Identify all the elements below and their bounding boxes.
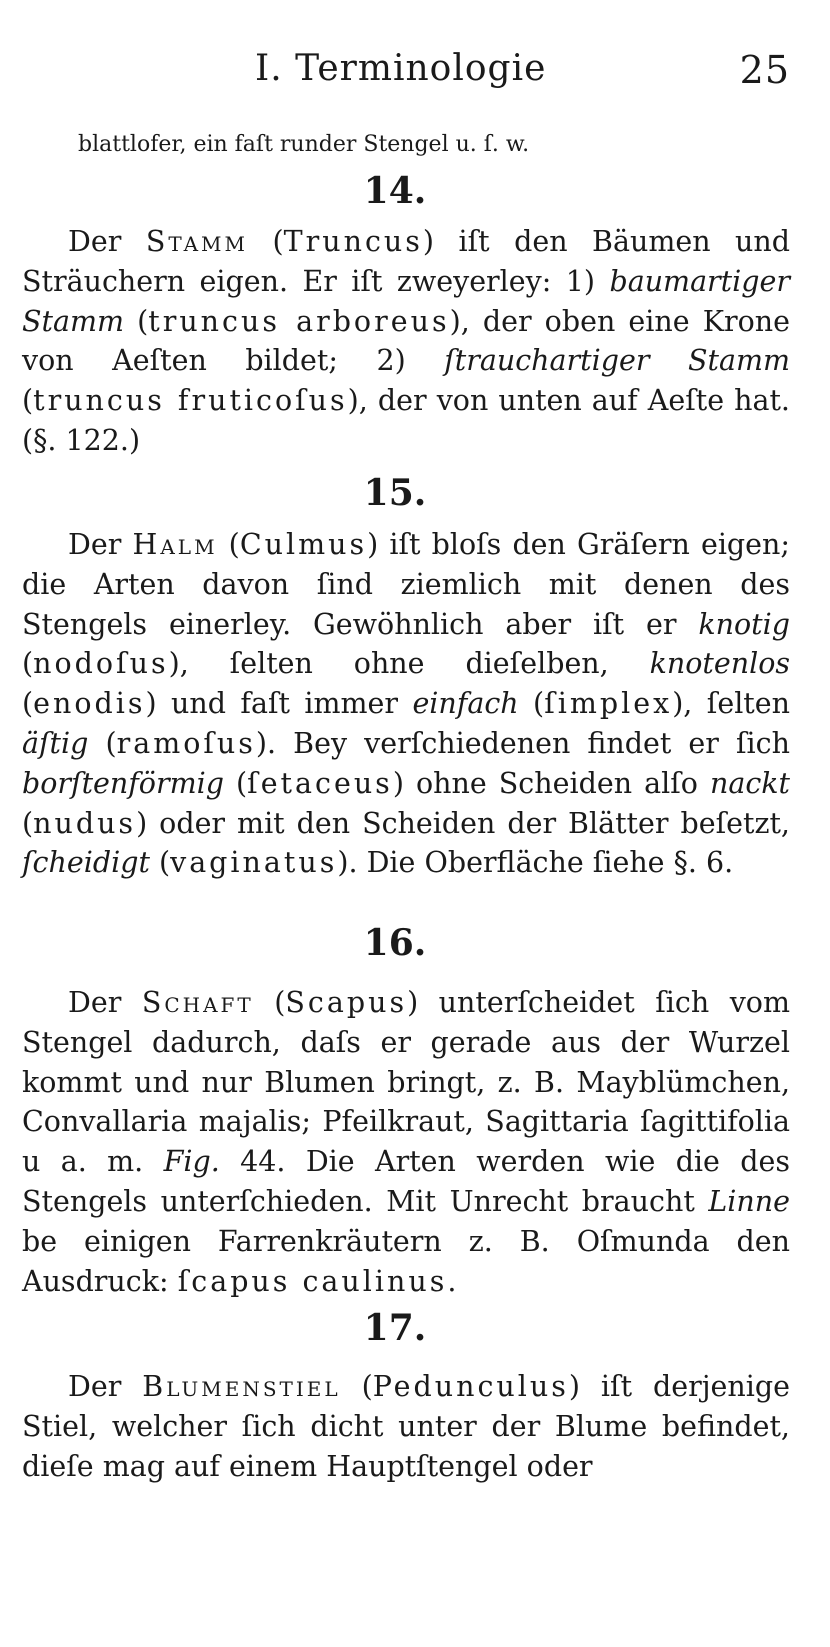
- italic-term: einfach: [412, 687, 519, 721]
- page-number: 25: [739, 48, 790, 92]
- text-run: (: [253, 986, 286, 1019]
- text-run: ) ohne Scheiden alſo: [392, 766, 710, 800]
- italic-term: nackt: [709, 766, 790, 800]
- section-number-14: 14.: [363, 170, 427, 212]
- text-run: (: [22, 806, 34, 840]
- text-run: ) iſt derjenige Stiel, welcher ſich dicht unter der Blume befindet, dieſe mag auf einem Hauptſtengel oder: [22, 1370, 790, 1483]
- latin-term: ſimplex: [544, 687, 673, 721]
- italic-term: Fig.: [163, 1145, 220, 1179]
- section-number-16: 16.: [363, 922, 427, 964]
- text-run: ) unterſcheidet ſich vom Stengel dadurch, daſs er gerade aus der Wurzel kommt und nur Blumen bringt, z. B. Mayblümchen, Convallaria majalis; Pfeilkraut, Sagittaria ſagittifolia u a. m.: [22, 986, 790, 1179]
- italic-term: baumartiger Stamm: [22, 264, 790, 338]
- text-run: ), der oben eine Krone von Aeſten bildet; 2): [22, 304, 790, 378]
- text-run: Der: [68, 225, 146, 258]
- text-run: ), der von unten auf Aeſte hat. (§. 122.): [22, 384, 790, 457]
- latin-term: nodoſus: [33, 647, 169, 681]
- text-run: (: [22, 384, 34, 418]
- italic-term: äſtig: [22, 726, 89, 760]
- text-run: Der: [68, 986, 142, 1019]
- latin-term: Scapus: [285, 986, 408, 1019]
- text-run: (: [223, 766, 248, 800]
- latin-term: nudus: [33, 806, 137, 840]
- italic-term: knotenlos: [649, 647, 790, 681]
- italic-term: ſtrauchartiger Stamm: [444, 344, 790, 378]
- text-run: (: [124, 304, 149, 338]
- latin-term: Truncus: [283, 225, 423, 258]
- italic-term: Linne: [708, 1184, 790, 1218]
- section-number-17: 17.: [363, 1307, 427, 1349]
- text-run: Der: [68, 528, 133, 561]
- text-run: ) und faſt immer: [145, 687, 413, 721]
- latin-term: vaginatus: [170, 846, 338, 880]
- text-run: ) iſt bloſs den Gräſern eigen; die Arten davon ſind ziemlich mit denen des Stengels einerley. Gewöhnlich aber iſt er: [22, 528, 791, 641]
- text-run: ). Bey verſchiedenen findet er ſich: [255, 726, 790, 760]
- term-blumenstiel: Blumenstiel: [142, 1370, 341, 1403]
- text-run: ), ſelten: [672, 687, 790, 721]
- text-run: (: [340, 1370, 373, 1403]
- italic-term: knotig: [698, 607, 790, 641]
- term-stamm: Stamm: [145, 225, 248, 258]
- text-run: ) oder mit den Scheiden der Blätter beſetzt,: [136, 806, 790, 840]
- term-schaft: Schaft: [141, 986, 254, 1019]
- running-header: [255, 48, 790, 98]
- text-run: (: [248, 225, 284, 258]
- paragraph-17: [22, 1367, 790, 1486]
- italic-term: ſcheidigt: [22, 846, 150, 880]
- italic-term: borſtenförmig: [22, 766, 224, 800]
- text-run: (: [149, 846, 171, 880]
- latin-term: ſetaceus: [247, 766, 393, 800]
- text-run: 44. Die Arten werden wie die des Stengels unterſchieden. Mit Unrecht braucht: [22, 1145, 791, 1218]
- latin-term: Culmus: [239, 528, 368, 561]
- text-run: (: [217, 528, 240, 561]
- text-run: (: [518, 687, 545, 721]
- text-run: (: [22, 647, 34, 681]
- text-run: (: [22, 687, 34, 721]
- paragraph-16: [22, 983, 790, 1301]
- text-run: ), ſelten ohne dieſelben,: [168, 647, 650, 681]
- term-halm: Halm: [132, 528, 218, 561]
- section-title: I. Terminologie: [255, 48, 547, 89]
- latin-term: truncus arboreus: [148, 304, 450, 338]
- latin-term: truncus fruticoſus: [33, 384, 348, 418]
- text-run: be einigen Farrenkräutern z. B. Oſmunda den Ausdruck:: [22, 1224, 790, 1298]
- text-run: ). Die Oberfläche ſiehe §. 6.: [337, 846, 734, 880]
- latin-term: enodis: [33, 687, 146, 721]
- paragraph-14: [22, 222, 790, 461]
- text-run: Der: [68, 1370, 143, 1403]
- text-run: ) iſt den Bäumen und Sträuchern eigen. Er iſt zweyerley: 1): [22, 225, 791, 298]
- latin-term: ſcapus caulinus.: [177, 1264, 460, 1298]
- section-number-15: 15.: [363, 472, 427, 514]
- paragraph-15: [22, 525, 790, 883]
- continuation-line: blattlofer, ein faſt runder Stengel u. ſ. w.: [78, 132, 530, 157]
- latin-term: ramoſus: [116, 726, 256, 760]
- text-run: (: [88, 726, 117, 760]
- latin-term: Pedunculus: [372, 1370, 569, 1403]
